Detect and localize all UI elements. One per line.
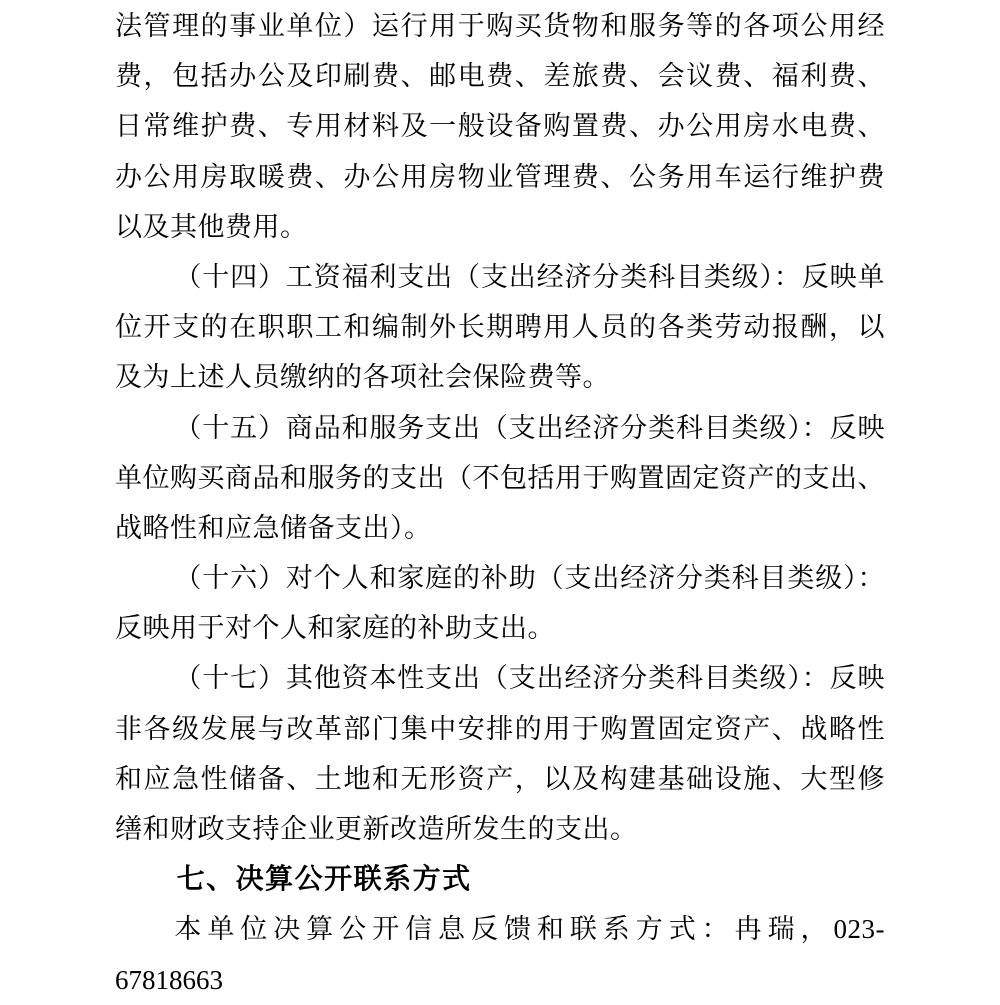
text-line: 反映用于对个人和家庭的补助支出。	[115, 613, 555, 644]
text-line: 日常维护费、专用材料及一般设备购置费、办公用房水电费、	[115, 111, 885, 142]
text-line: 缮和财政支持企业更新改造所发生的支出。	[115, 814, 638, 844]
text-line: 和应急性储备、土地和无形资产，以及构建基础设施、大型修	[115, 763, 885, 794]
text-line: （十四）工资福利支出（支出经济分类科目类级）：反映单	[174, 261, 885, 292]
text-line: 本单位决算公开信息反馈和联系方式：冉瑞，023-	[174, 914, 885, 945]
text-line: 办公用房取暖费、办公用房物业管理费、公务用车运行维护费	[115, 161, 885, 192]
text-line: 以及其他费用。	[115, 211, 308, 242]
phone-number-line: 67818663	[115, 964, 223, 995]
text-line: 非各级发展与改革部门集中安排的用于购置固定资产、战略性	[115, 713, 885, 744]
text-line: 费，包括办公及印刷费、邮电费、差旅费、会议费、福利费、	[115, 61, 885, 92]
text-line: 法管理的事业单位）运行用于购买货物和服务等的各项公用经	[115, 11, 885, 41]
section-heading: 七、决算公开联系方式	[176, 863, 472, 895]
paragraph-item-14-salary-welfare	[115, 252, 885, 403]
text-line: 及为上述人员缴纳的各项社会保险费等。	[115, 362, 610, 393]
paragraph-operating-expenses	[115, 1, 885, 252]
text-line: （十七）其他资本性支出（支出经济分类科目类级）：反映	[174, 663, 885, 694]
text-line: 单位购买商品和服务的支出（不包括用于购置固定资产的支出、	[115, 462, 885, 493]
text-line: （十五）商品和服务支出（支出经济分类科目类级）：反映	[174, 412, 885, 443]
paragraph-item-16-subsidies	[115, 553, 885, 653]
paragraph-item-15-goods-services	[115, 403, 885, 554]
text-line: 位开支的在职职工和编制外长期聘用人员的各类劳动报酬，以	[115, 312, 885, 343]
text-line: （十六）对个人和家庭的补助（支出经济分类科目类级）：	[174, 563, 885, 594]
text-line: 战略性和应急储备支出）。	[115, 512, 432, 543]
paragraph-item-17-capital-expenditure	[115, 653, 885, 854]
paragraph-contact-info	[115, 904, 885, 1004]
document-page	[115, 0, 885, 1005]
section-heading-contact	[115, 854, 885, 904]
